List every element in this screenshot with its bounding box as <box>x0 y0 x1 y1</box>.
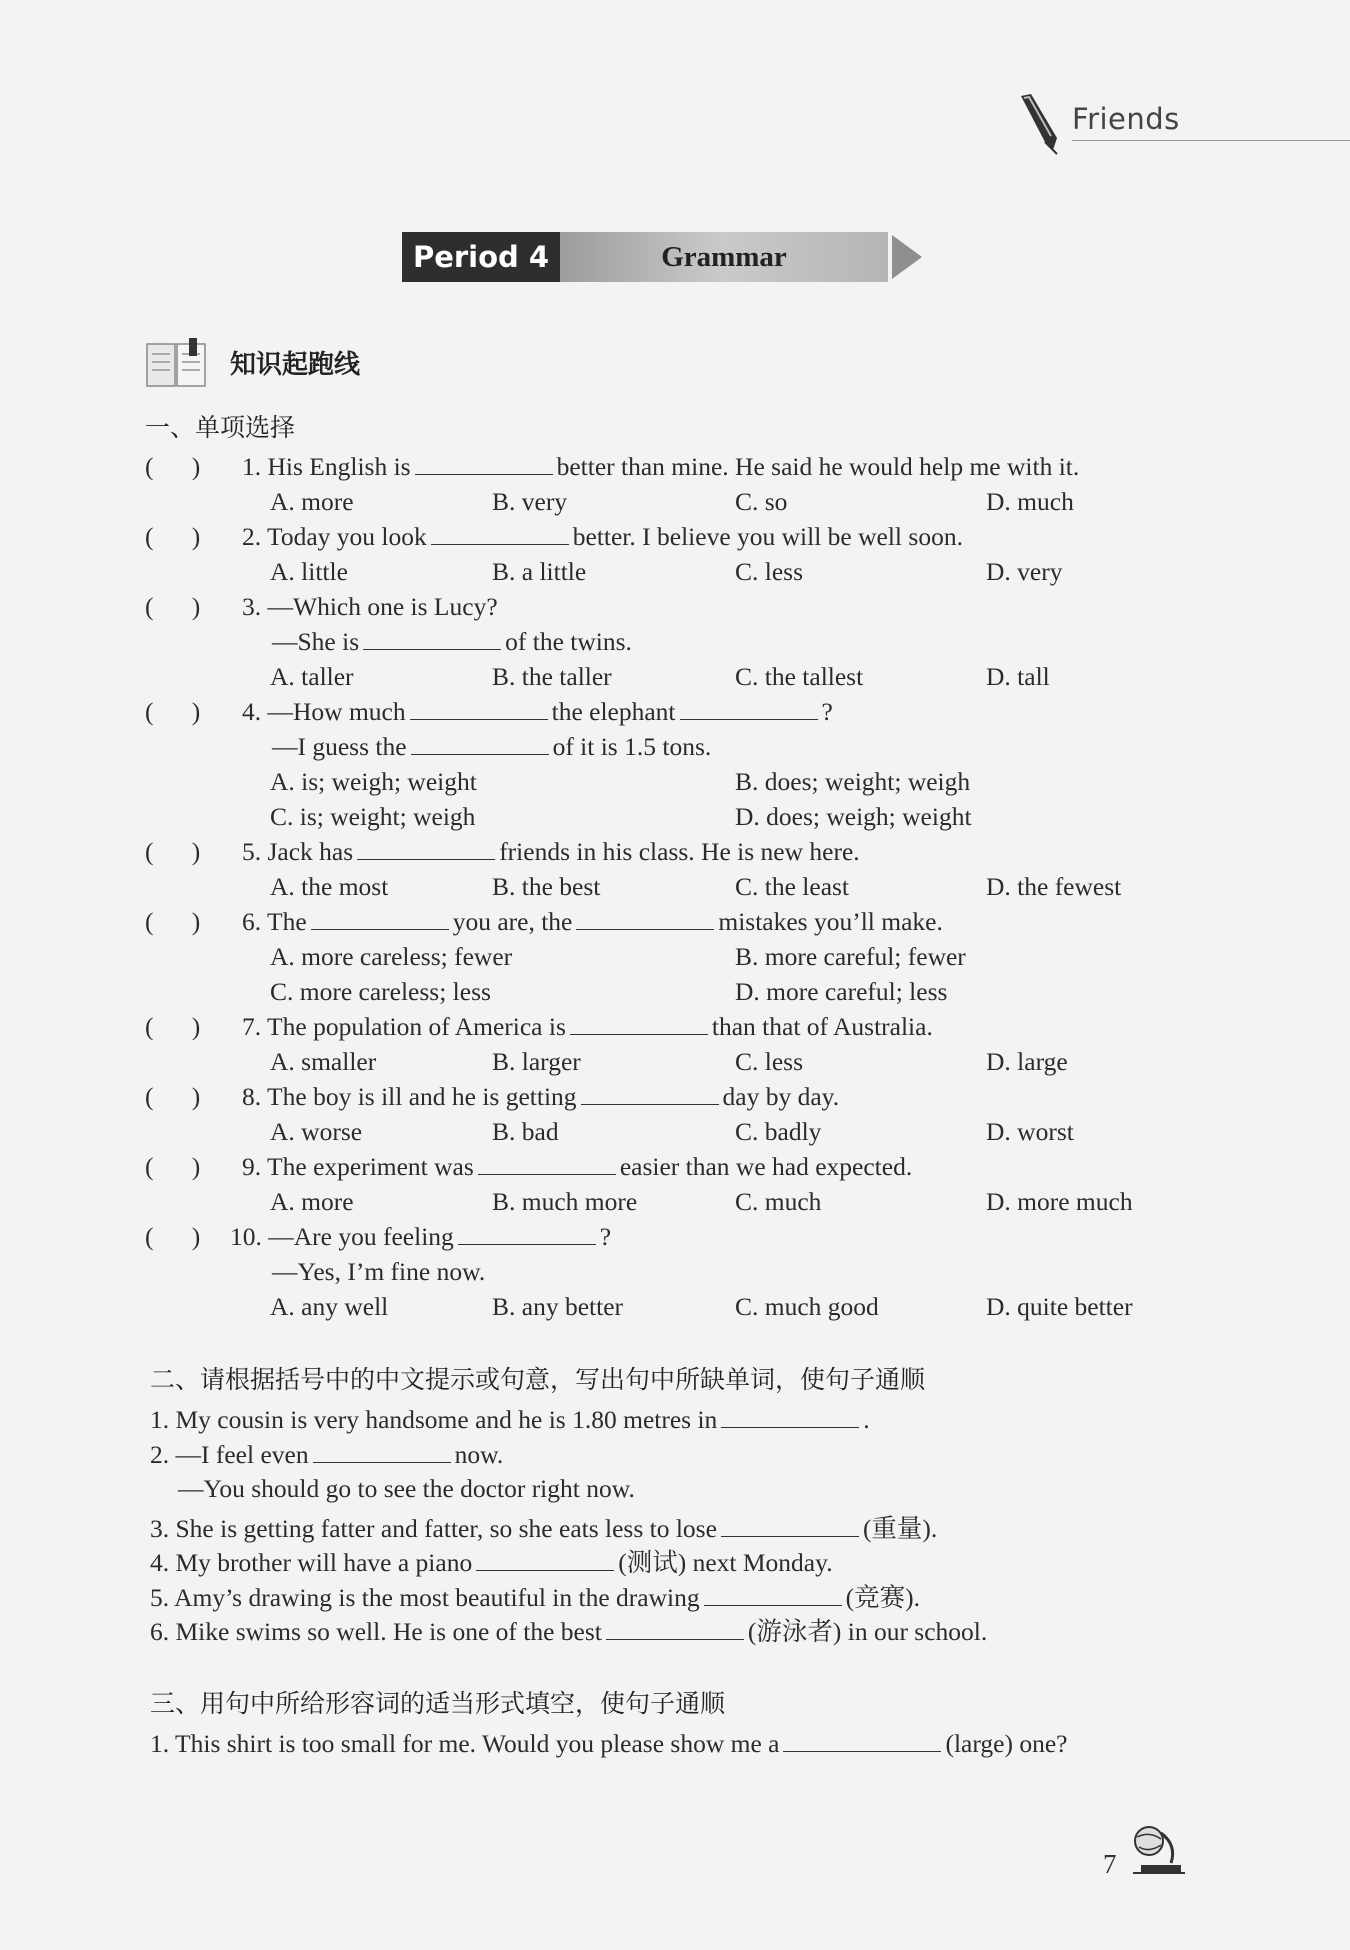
text-segment: The boy is ill and he is getting <box>267 1082 577 1111</box>
answer-paren: ( ) <box>145 1222 201 1251</box>
text-segment: 6. Mike swims so well. He is one of the best <box>150 1617 602 1646</box>
answer-blank[interactable] <box>680 718 818 720</box>
question-stem <box>242 697 833 727</box>
option: B. the best <box>492 872 601 901</box>
option: A. more <box>270 487 354 516</box>
question-stem <box>242 452 1079 482</box>
answer-blank[interactable] <box>704 1604 842 1606</box>
answer-paren: ( ) <box>145 1152 201 1181</box>
text-segment: 3. She is getting fatter and fatter, so she eats less to lose <box>150 1513 717 1543</box>
answer-blank[interactable] <box>458 1243 596 1245</box>
question-number: 5. <box>242 837 268 866</box>
answer-paren: ( ) <box>145 1012 201 1041</box>
section-title: 知识起跑线 <box>230 350 361 380</box>
text-segment: 4. My brother will have a piano <box>150 1548 473 1577</box>
text-segment: 2. —I feel even <box>150 1439 309 1469</box>
option: B. any better <box>492 1292 623 1321</box>
question-stem-2 <box>272 732 711 762</box>
text-segment: (测试) next Monday. <box>618 1548 833 1577</box>
option: C. the tallest <box>735 662 864 691</box>
text-segment: now. <box>454 1439 504 1469</box>
answer-blank[interactable] <box>410 718 548 720</box>
page-header <box>1015 92 1335 152</box>
fill-item <box>150 1440 503 1470</box>
part3-title: 三、用句中所给形容词的适当形式填空，使句子通顺 <box>150 1689 726 1718</box>
question-stem <box>242 1012 933 1042</box>
answer-blank[interactable] <box>431 543 569 545</box>
option: A. taller <box>270 662 354 691</box>
period-label: Period 4 <box>402 232 560 282</box>
option: C. more careless; less <box>270 977 491 1006</box>
option: D. more careful; less <box>735 977 948 1006</box>
answer-paren: ( ) <box>145 592 201 621</box>
fill-item <box>150 1729 1067 1759</box>
text-segment: —How much <box>267 697 406 726</box>
answer-blank[interactable] <box>311 928 449 930</box>
option: C. badly <box>735 1117 822 1146</box>
question-stem <box>242 1152 912 1182</box>
answer-blank[interactable] <box>363 648 501 650</box>
option: A. any well <box>270 1292 389 1321</box>
option: A. little <box>270 557 348 586</box>
text-segment: 5. Amy’s drawing is the most beautiful in the drawing <box>150 1582 700 1612</box>
fill-item <box>150 1509 937 1545</box>
answer-blank[interactable] <box>606 1638 744 1640</box>
option: B. a little <box>492 557 587 586</box>
option: D. the fewest <box>986 872 1122 901</box>
fill-item <box>150 1405 870 1435</box>
option: B. larger <box>492 1047 581 1076</box>
fill-item <box>150 1578 920 1614</box>
pen-icon <box>1015 92 1065 156</box>
question-number: 7. <box>242 1012 268 1041</box>
text-segment: than that of Australia. <box>711 1012 933 1041</box>
question-stem <box>242 522 963 552</box>
option: C. so <box>735 487 788 516</box>
part2-title: 二、请根据括号中的中文提示或句意，写出句中所缺单词，使句子通顺 <box>150 1365 926 1394</box>
text-segment: (竞赛). <box>845 1582 920 1612</box>
answer-blank[interactable] <box>581 1103 719 1105</box>
option: A. more careless; fewer <box>270 942 513 971</box>
text-segment: The <box>267 907 307 936</box>
text-segment: ? <box>599 1222 612 1251</box>
text-segment: ? <box>821 697 833 726</box>
book-icon <box>145 338 209 390</box>
answer-blank[interactable] <box>783 1750 941 1752</box>
option: C. the least <box>735 872 850 901</box>
option: C. much good <box>735 1292 879 1321</box>
answer-paren: ( ) <box>145 522 201 551</box>
text-segment: Jack has <box>267 837 354 866</box>
globe-icon <box>1127 1823 1187 1879</box>
question-number: 4. <box>242 697 268 726</box>
topic-label: Grammar <box>560 232 888 282</box>
question-stem <box>242 592 498 622</box>
answer-blank[interactable] <box>570 1033 708 1035</box>
option: B. bad <box>492 1117 559 1146</box>
answer-blank[interactable] <box>721 1426 859 1428</box>
question-stem <box>230 1222 611 1252</box>
question-stem <box>242 837 860 867</box>
answer-blank[interactable] <box>476 1569 614 1571</box>
option: A. smaller <box>270 1047 377 1076</box>
question-stem-2 <box>272 1257 485 1287</box>
text-segment: day by day. <box>722 1082 840 1111</box>
text-segment: of it is 1.5 tons. <box>552 732 712 761</box>
option: A. worse <box>270 1117 363 1146</box>
option: C. less <box>735 1047 804 1076</box>
answer-paren: ( ) <box>145 1082 201 1111</box>
text-segment: the elephant <box>551 697 676 726</box>
header-title: Friends <box>1072 102 1180 136</box>
answer-blank[interactable] <box>576 928 714 930</box>
option: B. does; weight; weigh <box>735 767 971 796</box>
option: D. very <box>986 557 1063 586</box>
answer-blank[interactable] <box>313 1461 451 1463</box>
fill-item <box>150 1612 987 1648</box>
option: C. much <box>735 1187 822 1216</box>
header-rule <box>1072 140 1350 141</box>
text-segment: —She is <box>272 627 360 656</box>
text-segment: Today you look <box>267 522 427 551</box>
fill-item <box>150 1543 833 1579</box>
answer-paren: ( ) <box>145 837 201 866</box>
option: B. the taller <box>492 662 612 691</box>
answer-blank[interactable] <box>478 1173 616 1175</box>
text-segment: better. I believe you will be well soon. <box>572 522 963 551</box>
option: A. is; weigh; weight <box>270 767 477 796</box>
option: D. much <box>986 487 1074 516</box>
text-segment: mistakes you’ll make. <box>718 907 943 936</box>
option: D. tall <box>986 662 1050 691</box>
period-banner <box>402 232 922 282</box>
question-stem-2 <box>272 627 632 657</box>
option: A. the most <box>270 872 389 901</box>
text-segment: . <box>863 1405 870 1434</box>
text-segment: —Are you feeling <box>268 1222 454 1251</box>
option: C. less <box>735 557 804 586</box>
option: B. more careful; fewer <box>735 942 966 971</box>
answer-paren: ( ) <box>145 452 201 481</box>
option: C. is; weight; weigh <box>270 802 476 831</box>
answer-paren: ( ) <box>145 697 201 726</box>
answer-blank[interactable] <box>415 473 553 475</box>
text-segment: —Which one is Lucy? <box>267 592 498 621</box>
question-number: 10. <box>230 1222 269 1251</box>
page-number: 7 <box>1103 1849 1117 1879</box>
text-segment: friends in his class. He is new here. <box>499 837 860 866</box>
option: D. does; weigh; weight <box>735 802 972 831</box>
question-number: 3. <box>242 592 268 621</box>
question-number: 6. <box>242 907 268 936</box>
option: D. worst <box>986 1117 1074 1146</box>
text-segment: The population of America is <box>267 1012 566 1041</box>
answer-paren: ( ) <box>145 907 201 936</box>
text-segment: (large) one? <box>945 1729 1068 1758</box>
question-number: 8. <box>242 1082 268 1111</box>
text-segment: —I guess the <box>272 732 407 761</box>
option: B. much more <box>492 1187 638 1216</box>
banner-arrow-icon <box>892 235 922 279</box>
text-segment: of the twins. <box>505 627 632 656</box>
part1-title: 一、单项选择 <box>145 413 296 442</box>
question-number: 1. <box>242 452 268 481</box>
text-segment: (游泳者) in our school. <box>747 1617 988 1646</box>
option: B. very <box>492 487 568 516</box>
text-segment: better than mine. He said he would help me with it. <box>556 452 1080 481</box>
text-segment: The experiment was <box>267 1152 474 1181</box>
option: D. quite better <box>986 1292 1133 1321</box>
text-segment: —Yes, I’m fine now. <box>272 1257 486 1286</box>
text-segment: (重量). <box>862 1513 938 1543</box>
question-number: 9. <box>242 1152 268 1181</box>
text-segment: His English is <box>267 452 411 481</box>
option: D. more much <box>986 1187 1133 1216</box>
text-segment: you are, the <box>452 907 573 936</box>
option: D. large <box>986 1047 1068 1076</box>
answer-blank[interactable] <box>357 858 495 860</box>
option: A. more <box>270 1187 354 1216</box>
text-segment: 1. This shirt is too small for me. Would you please show me a <box>150 1729 780 1758</box>
answer-blank[interactable] <box>411 753 549 755</box>
text-segment: 1. My cousin is very handsome and he is 1.80 metres in <box>150 1405 718 1434</box>
text-segment: —You should go to see the doctor right now. <box>178 1474 635 1503</box>
question-number: 2. <box>242 522 268 551</box>
fill-item <box>178 1474 635 1504</box>
question-stem <box>242 907 943 937</box>
text-segment: easier than we had expected. <box>619 1152 913 1181</box>
answer-blank[interactable] <box>721 1535 859 1537</box>
question-stem <box>242 1082 839 1112</box>
